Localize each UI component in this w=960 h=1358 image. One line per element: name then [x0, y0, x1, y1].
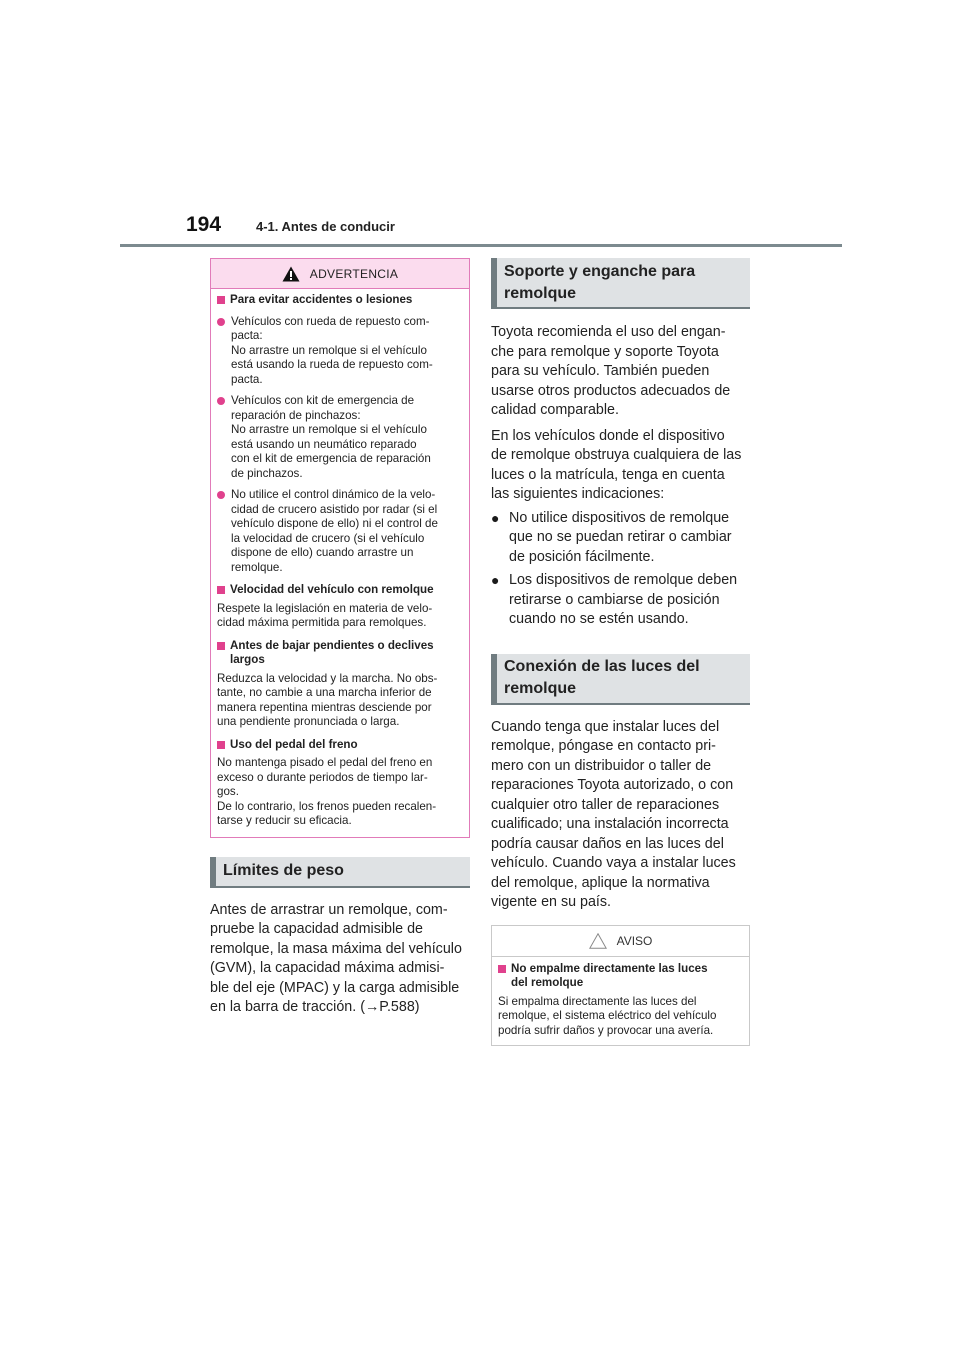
section-title: Conexión de las luces del remolque	[504, 658, 700, 697]
notice-text: Si empalma directamente las luces del remolque, el sistema eléctrico del vehículo podría sufrir daños y provocar una avería.	[498, 994, 717, 1037]
hitch-bullet-2: ● Los dispositivos de remolque deben retirarse o cambiarse de posición cuando no se estén usando.	[491, 571, 750, 630]
warning-heading-slopes: Antes de bajar pendientes o declives largos	[217, 639, 463, 668]
notice-heading: No empalme directamente las luces del remolque	[498, 962, 743, 991]
bullet-icon: ●	[491, 572, 500, 588]
hitch-text-2: En los vehículos donde el dispositivo de remolque obstruya cualquiera de las luces o la matrícula, tenga en cuenta las siguientes indicaciones:	[491, 427, 742, 502]
page-number: 194	[186, 213, 222, 236]
right-column	[491, 258, 750, 1046]
warning-heading-accidents: Para evitar accidentes o lesiones	[217, 293, 463, 308]
notice-body	[492, 957, 749, 1046]
caution-triangle-icon	[589, 933, 607, 949]
square-bullet-icon	[498, 965, 506, 973]
section-title: Límites de peso	[223, 862, 344, 879]
warning-text-speed: Respete la legislación en materia de velo- cidad máxima permitida para remolques.	[217, 601, 433, 629]
warning-title: ADVERTENCIA	[309, 266, 399, 281]
square-bullet-icon	[217, 741, 225, 749]
warning-item-repair-kit: Vehículos con kit de emergencia de reparación de pinchazos: No arrastre un remolque si el vehículo está usando un neumático reparado con el kit de emergencia de reparación de pinchazos.	[217, 394, 463, 481]
circle-bullet-icon	[217, 397, 225, 405]
bullet-icon: ●	[491, 509, 500, 526]
chapter-title: 4-1. Antes de conducir	[256, 219, 395, 234]
warning-body	[211, 289, 469, 837]
left-column	[210, 258, 470, 1018]
circle-bullet-icon	[217, 491, 225, 499]
warning-box	[210, 258, 470, 838]
warning-item-compact-spare: Vehículos con rueda de repuesto com- pacta: No arrastre un remolque si el vehículo está usando la rueda de repuesto com- pacta.	[217, 315, 463, 388]
hitch-text-1: Toyota recomienda el uso del engan- che para remolque y soporte Toyota para su vehículo. También pueden usarse otros productos adecuados de calidad comparable.	[491, 324, 731, 418]
warning-item-cruise-control: No utilice el control dinámico de la velo- cidad de crucero asistido por radar (si el vehículo dispone de ello) ni el control de la velocidad de crucero (si el vehículo dispone de ello) cuando arrastre un remolque.	[217, 488, 463, 575]
section-trailer-lights	[491, 654, 750, 705]
section-weight-limits	[210, 857, 470, 888]
section-hitch	[491, 258, 750, 309]
square-bullet-icon	[217, 642, 225, 650]
warning-header	[211, 259, 469, 289]
hitch-bullet-1: ● No utilice dispositivos de remolque que no se puedan retirar o cambiar de posición fácilmente.	[491, 509, 750, 568]
warning-text-slopes: Reduzca la velocidad y la marcha. No obs- tante, no cambie a una marcha inferior de manera repentina mientras desciende por una pendiente pronunciada o larga.	[217, 671, 438, 728]
section-title: Soporte y enganche para remolque	[504, 262, 696, 302]
notice-title: AVISO	[616, 933, 653, 948]
notice-box	[491, 925, 750, 1047]
circle-bullet-icon	[217, 318, 225, 326]
square-bullet-icon	[217, 586, 225, 594]
header-rule	[120, 244, 842, 247]
lights-text: Cuando tenga que instalar luces del remolque, póngase en contacto pri- mero con un distribuidor o taller de reparaciones Toyota autorizado, o con cualquier otro taller de reparaciones cualificado; una instalación incorrecta podría causar daños en las luces del vehículo. Cuando vaya a instalar luces del remolque, aplique la normativa vigente en su país.	[491, 718, 736, 910]
notice-header	[492, 926, 749, 957]
warning-triangle-icon	[282, 266, 300, 282]
weight-text: Antes de arrastrar un remolque, com- pruebe la capacidad admisible de remolque, la masa máxima del vehículo (GVM), la capacidad máxima admisi- ble del eje (MPAC) y la carga admisible en la barra de tracción. (→P.588)	[210, 901, 462, 1015]
warning-text-brake: No mantenga pisado el pedal del freno en exceso o durante periodos de tiempo lar- gos. De lo contrario, los frenos pueden recalen- tarse y reducir su eficacia.	[217, 756, 437, 827]
square-bullet-icon	[217, 296, 225, 304]
warning-heading-speed: Velocidad del vehículo con remolque	[217, 583, 463, 598]
warning-heading-brake: Uso del pedal del freno	[217, 738, 463, 753]
